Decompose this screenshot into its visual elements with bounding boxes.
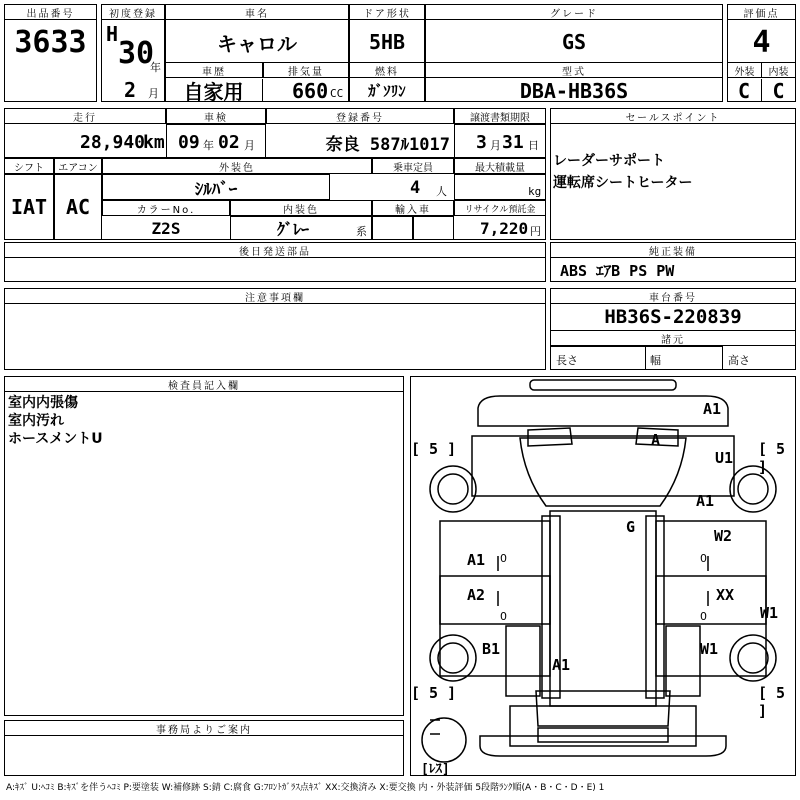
insp-year: 09 (178, 131, 200, 153)
interior-color: ｸﾞﾚｰ (276, 219, 309, 239)
insp-month: 02 (218, 131, 240, 153)
mark-bonnet: A (651, 431, 661, 449)
door-label: ドア形状 (349, 4, 425, 20)
transfer-day: 31 (502, 131, 524, 153)
right-pillar (646, 516, 664, 698)
ext-label: 外装 (727, 62, 762, 78)
year-unit: 年 (150, 61, 161, 74)
inspector-note-1: 室内内張傷 (8, 395, 78, 411)
sales-point-2: 運転席シートヒーター (553, 175, 693, 191)
model: DBA-HB36S (519, 78, 629, 103)
grade-label: グレード (425, 4, 723, 20)
displacement: 660 (292, 78, 329, 103)
inspector-note-2: 室内汚れ (8, 413, 64, 429)
capacity-unit: 人 (436, 185, 447, 198)
mark-left-front-door: A1 (467, 551, 486, 569)
mark-right-front-upper: A1 (696, 492, 715, 510)
mark-left-rear-door: A2 (467, 586, 486, 604)
mileage-unit: km (143, 131, 165, 153)
import-divider (412, 216, 414, 240)
chassis-number: HB36S-220839 (604, 306, 742, 328)
mark-right-fender: U1 (715, 449, 734, 467)
exterior-color: ｼﾙﾊﾞｰ (194, 179, 238, 200)
left-headlight (528, 428, 572, 446)
displacement-label: 排気量 (263, 62, 349, 78)
transfer-month-unit: 月 (490, 139, 501, 152)
int-grade: C (772, 78, 785, 103)
interior-color-label: 内装色 (230, 200, 372, 216)
right-sill (666, 626, 700, 696)
zero-right-rear: 0 (700, 610, 707, 623)
ac: AC (65, 195, 91, 219)
load-label: 最大積載量 (454, 158, 546, 174)
model-label: 型式 (425, 62, 723, 78)
int-label: 内装 (761, 62, 796, 78)
mark-right-side: W1 (760, 604, 779, 622)
insp-year-unit: 年 (203, 139, 214, 152)
inspector-note-3: ホースメントU (8, 431, 103, 447)
import-label: 輸入車 (372, 200, 454, 216)
equipment: ABS ｴｱB PS PW (560, 261, 675, 280)
zero-left-front: 0 (500, 552, 507, 565)
tire-left-rear: [ 5 ] (411, 684, 457, 702)
lot-number: 3633 (14, 24, 87, 60)
left-rear-tire (430, 635, 476, 681)
first-reg-label: 初度登録 (101, 4, 165, 20)
score: 4 (752, 24, 771, 60)
specs-label: 諸元 (550, 330, 796, 346)
rear-gate (538, 728, 668, 742)
mileage: 28,940 (80, 131, 146, 153)
tire-left-front: [ 5 ] (411, 440, 457, 458)
plate-label: 登録番号 (266, 108, 454, 124)
notes-label: 注意事項欄 (4, 288, 546, 304)
era: H (106, 22, 119, 46)
insp-month-unit: 月 (244, 139, 255, 152)
score-label: 評価点 (727, 4, 796, 20)
mark-rear: A1 (552, 656, 571, 674)
zero-right-front: 0 (700, 552, 707, 565)
mark-right-rear-door: XX (716, 586, 735, 604)
width-label: 幅 (650, 354, 661, 367)
color-no: Z2S (151, 218, 181, 238)
chassis-label: 車台番号 (550, 288, 796, 304)
spare-tire: [ﾚｽ] (421, 762, 450, 777)
right-rear-tire (730, 635, 776, 681)
usage-label: 車歴 (165, 62, 263, 78)
cabin-outline (550, 511, 656, 706)
mark-left-rear-fender: B1 (482, 640, 501, 658)
equipment-label: 純正装備 (550, 242, 796, 258)
left-sill (506, 626, 540, 696)
plate: 奈良 587ﾙ1017 (325, 134, 450, 155)
shift-label: シフト (4, 158, 54, 174)
reg-year: 30 (118, 35, 155, 71)
front-outline (472, 436, 734, 496)
recycle-unit: 円 (530, 225, 541, 238)
transfer-label: 譲渡書類期限 (454, 108, 546, 124)
transfer-day-unit: 日 (528, 139, 539, 152)
load-unit: kg (528, 184, 542, 198)
left-front-door (440, 521, 550, 624)
mark-right-rear-fender: W1 (700, 640, 719, 658)
front-bumper-outline (478, 396, 728, 426)
legend: A:ｷｽﾞ U:ﾍｺﾐ B:ｷｽﾞを伴うﾍｺﾐ P:要塗装 W:補修跡 S:錆 C:腐食 G:ﾌﾛﾝﾄｶﾞﾗｽ点ｷｽﾞ XX:交換済み X:要交換 内・外装評価 5段階ﾗﾝｸ順(A・B・C・D・E) 1 (6, 783, 605, 793)
roof-strip (530, 380, 676, 390)
month-unit: 月 (148, 87, 159, 100)
recycle-fee: 7,220 (480, 218, 529, 238)
zero-left-rear: 0 (500, 610, 507, 623)
color-label: 外装色 (102, 158, 372, 174)
inspector-label: 検査員記入欄 (4, 376, 404, 392)
usage: 自家用 (165, 79, 263, 102)
displacement-unit: CC (330, 86, 344, 100)
mileage-label: 走行 (4, 108, 166, 124)
sales-label: セールスポイント (550, 108, 796, 124)
inspection-label: 車検 (166, 108, 266, 124)
car-name-label: 車名 (165, 4, 349, 20)
parts-label: 後日発送部品 (4, 242, 546, 258)
fuel: ｶﾞｿﾘﾝ (368, 82, 406, 100)
tire-right-front: [ 5 ] (758, 440, 786, 476)
mark-right-front-door: W2 (714, 527, 733, 545)
inspector-box (4, 376, 404, 716)
color-no-label: カラーNo. (102, 200, 230, 216)
reg-month: 2 (124, 78, 137, 102)
ext-grade: C (727, 79, 762, 102)
lot-label: 出品番号 (4, 4, 97, 20)
capacity: 4 (410, 178, 421, 198)
tire-right-rear: [ 5 ] (758, 684, 786, 720)
right-front-door (656, 521, 766, 624)
grade: GS (561, 30, 587, 54)
ac-label: エアコン (54, 158, 102, 174)
mark-front-bumper: A1 (703, 400, 722, 418)
recycle-label: リサイクル預託金 (454, 200, 546, 216)
capacity-label: 乗車定員 (372, 158, 454, 174)
office-label: 事務局よりご案内 (4, 720, 404, 736)
shift: IAT (10, 195, 48, 219)
door-type: 5HB (368, 30, 406, 54)
fuel-label: 燃料 (349, 62, 425, 78)
height-label: 高さ (728, 354, 750, 367)
car-name: キャロル (217, 31, 297, 56)
left-front-tire (430, 466, 476, 512)
mark-roof: G (626, 518, 636, 536)
spare-tire-outline (422, 718, 466, 762)
interior-color-unit: 系 (356, 225, 367, 238)
transfer-month: 3 (476, 131, 487, 153)
length-label: 長さ (556, 354, 578, 367)
sales-point-1: レーダーサポート (553, 153, 665, 169)
car-diagram (410, 376, 796, 776)
rear-window (536, 691, 670, 726)
